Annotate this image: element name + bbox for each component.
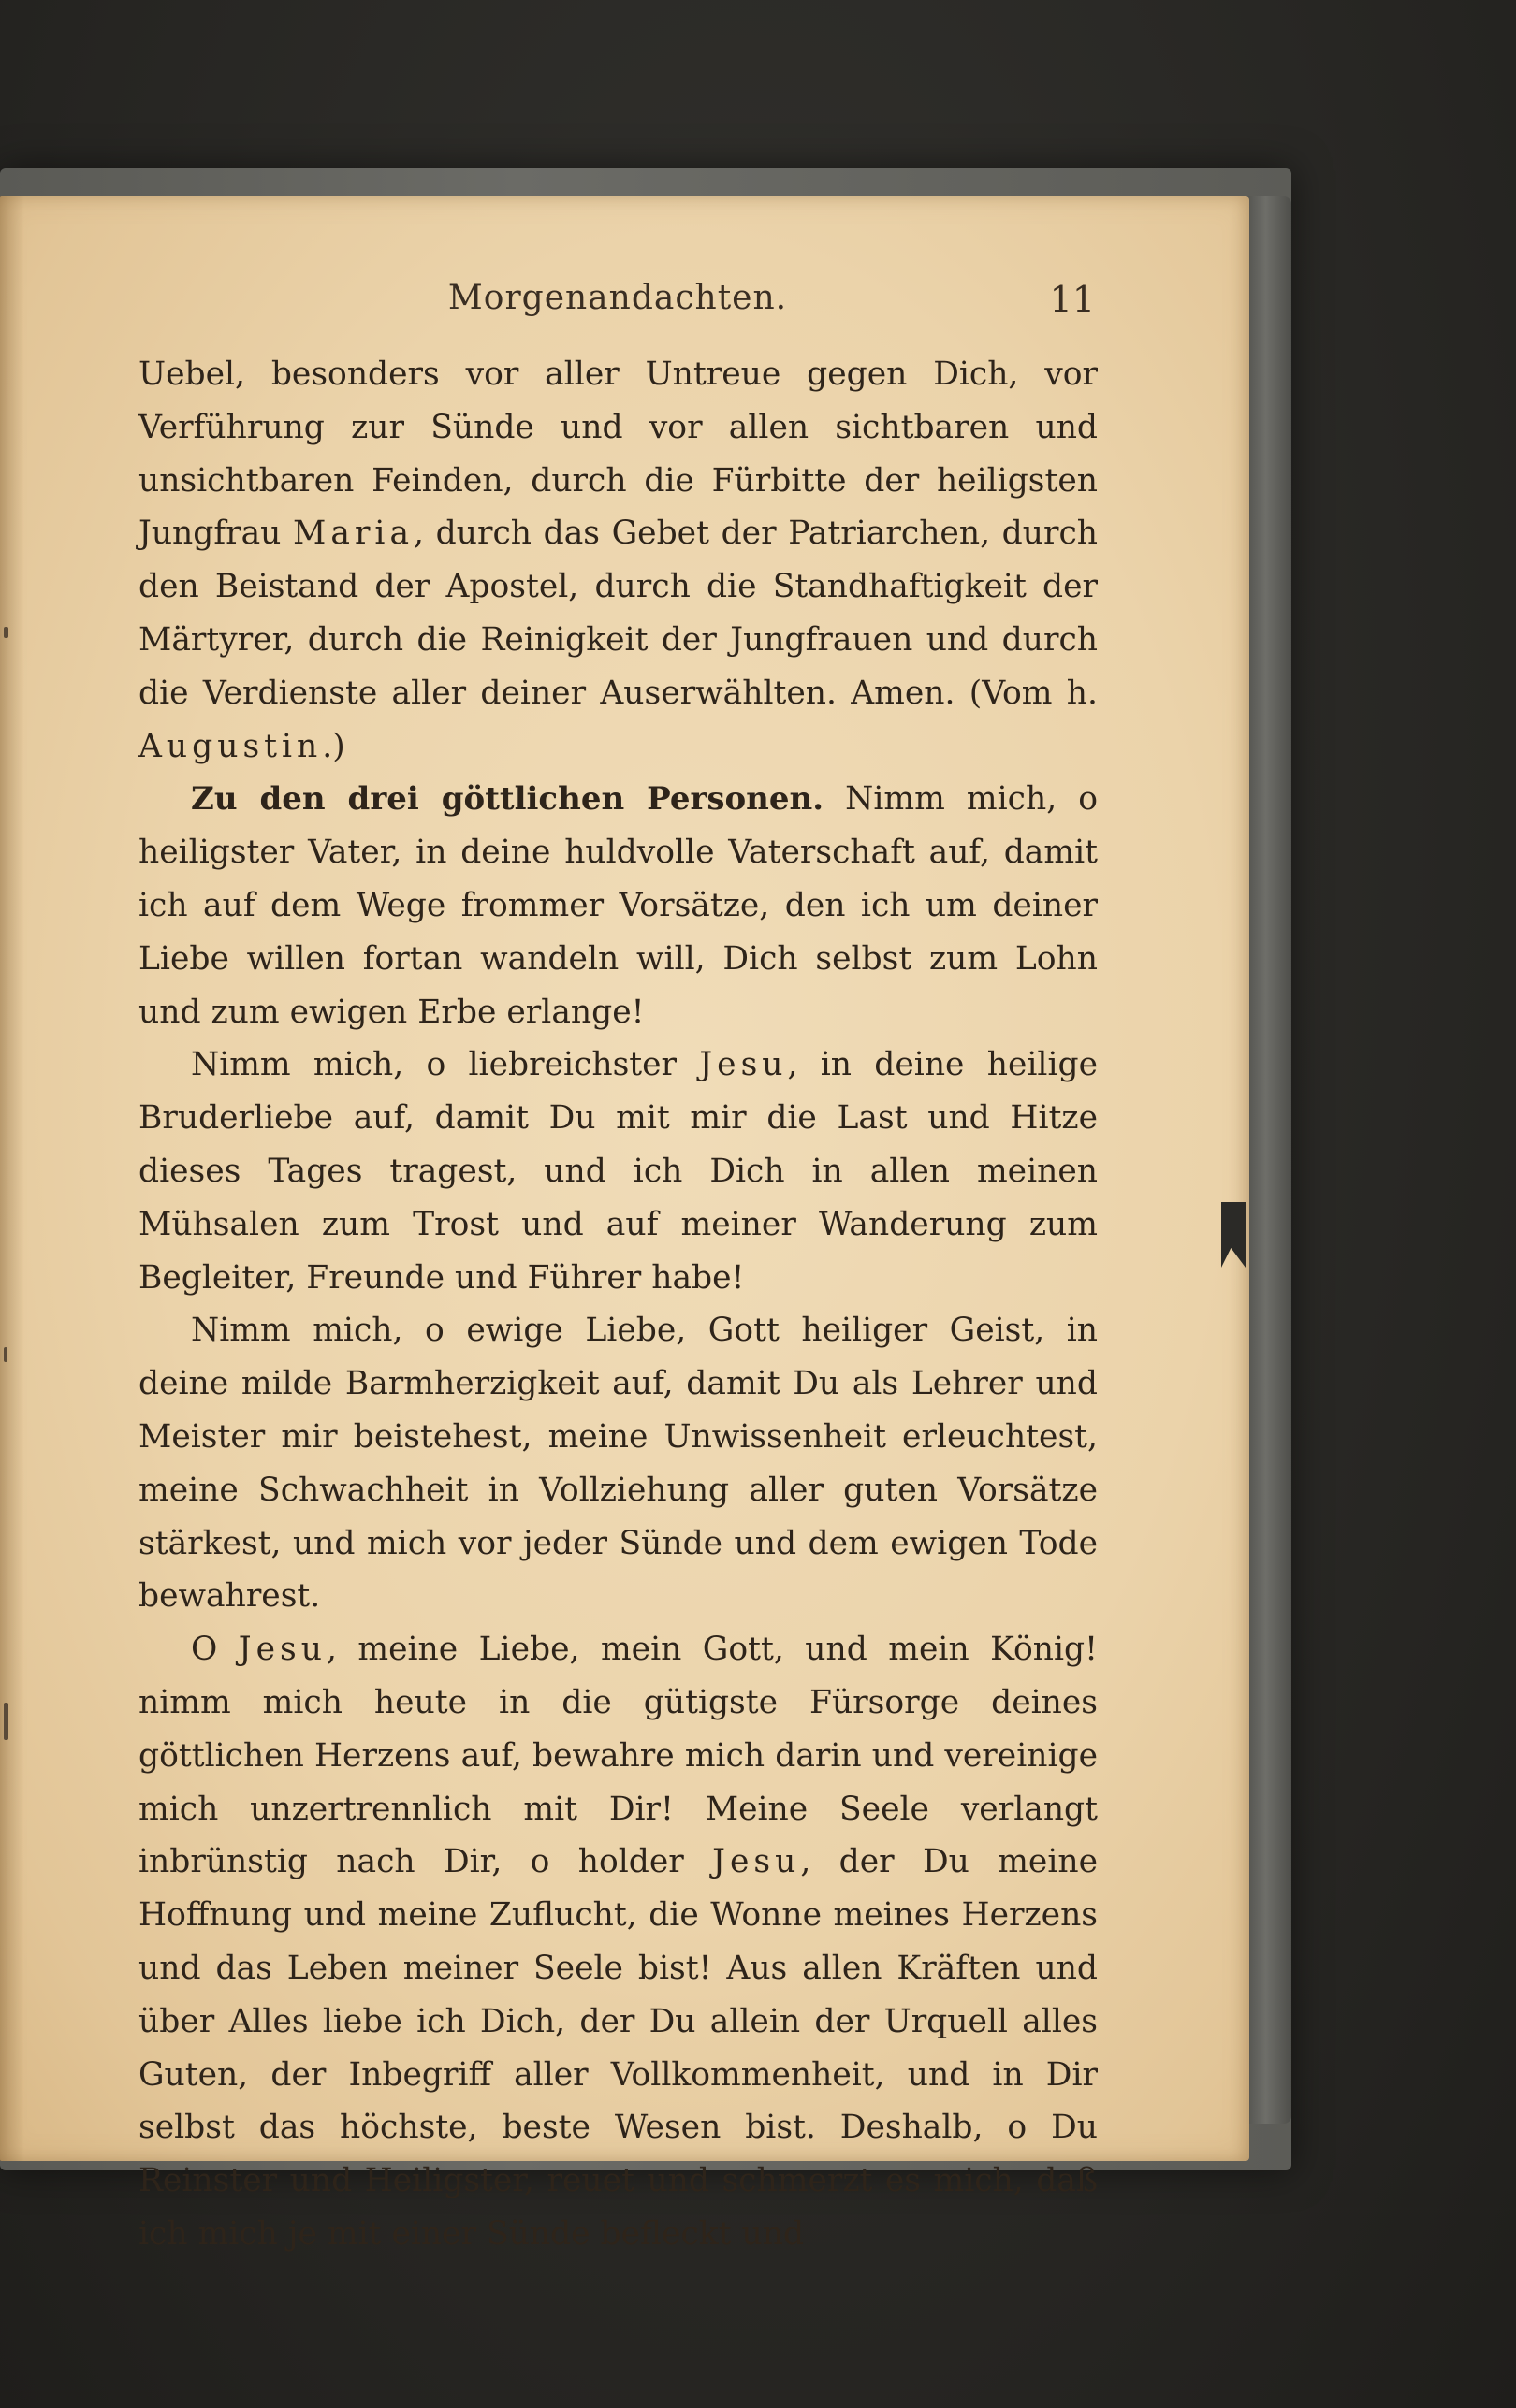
page-body [138,348,1098,2261]
text-run: Nimm mich, o heiligster Vater, in deine huldvolle Vaterschaft auf, damit ich auf dem Wege frommer Vorsätze, den ich um deiner Liebe willen fortan wandeln will, Dich selbst zum Lohn und zum ewigen Erbe erlange! [138,780,1099,1031]
book-page [0,196,1249,2253]
page-header [131,279,1104,335]
text-run: Nimm mich, o liebreichster [191,1046,700,1084]
spaced-name: Jesu [712,1843,801,1881]
text-run: .) [322,727,345,765]
edge-speck [4,1703,8,1740]
section-heading: Zu den drei göttlichen Personen. [191,780,824,819]
spaced-name: Maria [293,515,415,553]
paragraph-2 [138,773,1098,1038]
paragraph-4 [138,1304,1098,1623]
text-run: , der Du meine Hoffnung und meine Zuflucht, die Wonne meines Herzens und das Leben meiner Seele bist! Aus allen Kräften und über Alles liebe ich Dich, der Du allein der Urquell alles Guten, der Inbegriff aller Vollkommenheit, und in Dir selbst das höchste, beste Wesen bist. Deshalb, o Du Reinster und Heiligster, reuet und schmerzt es mich, daß ich mich je mit einer Sünde befleckt und [138,1843,1098,2253]
spaced-name: Augustin [138,727,323,765]
page-number: 11 [1049,279,1095,320]
paragraph-1 [138,348,1098,773]
text-run: , in deine heilige Bruderliebe auf, damit Du mit mir die Last und Hitze dieses Tages tragest, und ich Dich in allen meinen Mühsalen zum Trost und auf meiner Wanderung zum Begleiter, Freunde und Führer habe! [138,1046,1098,1297]
paragraph-3 [138,1038,1098,1304]
text-run: , durch das Gebet der Patriarchen, durch den Beistand der Apostel, durch die Standhaftigkeit der Märtyrer, durch die Reinigkeit der Jungfrauen und durch die Verdienste aller deiner Auserwählten. Amen. (Vom h. [138,515,1099,712]
text-run: O [191,1631,239,1669]
text-run: , meine Liebe, mein Gott, und mein König! nimm mich heute in die gütigste Fürsorge deines göttlichen Herzens auf, bewahre mich darin und vereinige mich unzertrennlich mit Dir! Meine Seele verlangt inbrünstig nach Dir, o holder [138,1631,1098,1881]
running-head: Morgenandachten. [447,279,788,317]
spaced-name: Jesu [699,1046,788,1084]
page-gutter-shadow [0,196,24,2161]
paragraph-5 [138,1623,1098,2261]
text-run: Uebel, besonders vor aller Untreue gegen Dich, vor Verführung zur Sünde und vor allen sichtbaren und unsichtbaren Feinden, durch die Fürbitte der heiligsten Jungfrau [138,355,1098,553]
edge-speck [4,1347,7,1362]
text-run: Nimm mich, o ewige Liebe, Gott heiliger Geist, in deine milde Barmherzigkeit auf, damit Du als Lehrer und Meister mir beistehest, meine Unwissenheit erleuchtest, meine Schwachheit in Vollziehung aller guten Vorsätze stärkest, und mich vor jeder Sünde und dem ewigen Tode bewahrest. [138,1312,1098,1616]
spaced-name: Jesu [238,1631,327,1669]
edge-speck [4,627,8,638]
